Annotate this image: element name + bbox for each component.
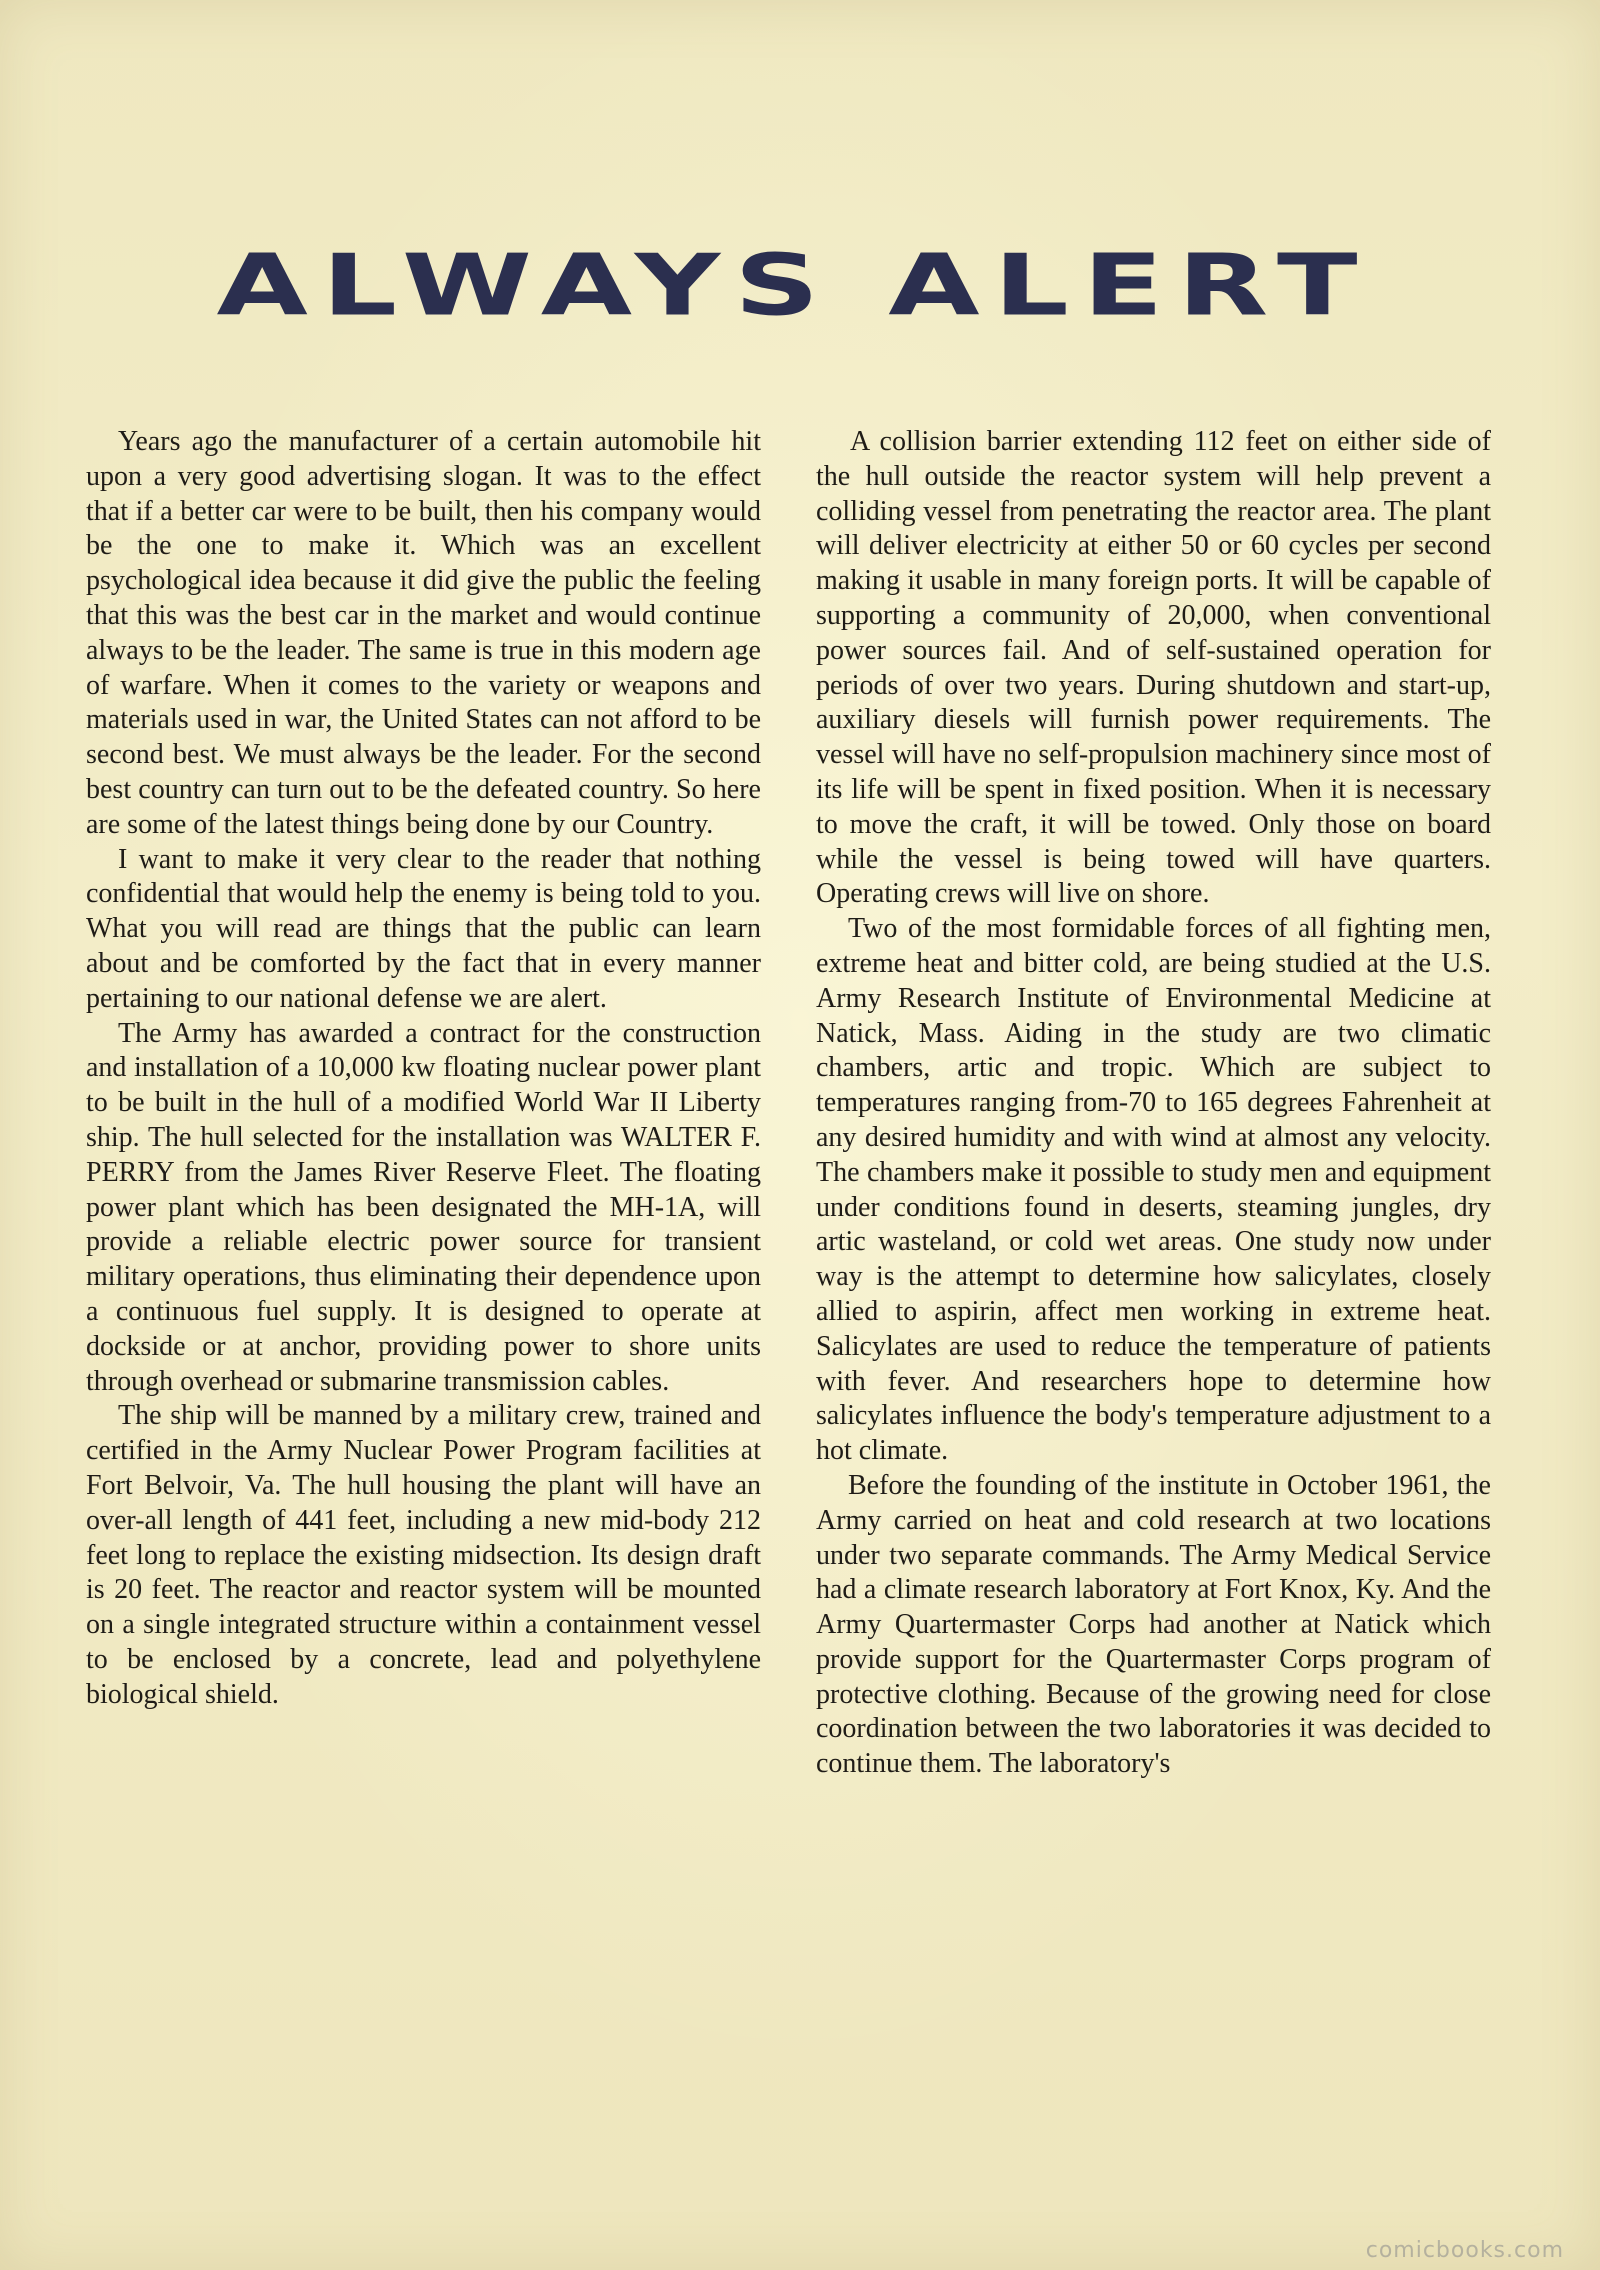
paragraph: The Army has awarded a contract for the construction and installation of a 10,000 kw floating nuclear power plant to be built in the hull of a modified World War II Liberty ship. The hull selected for the installation was WALTER F. PERRY from the James River Reserve Fleet. The floating power plant which has been designated the MH-1A, will provide a reliable electric power source for transient military operations, thus eliminating their dependence upon a continuous fuel supply. It is designed to operate at dockside or at anchor, providing power to shore units through overhead or submarine transmission cables.: [86, 1017, 761, 1397]
paragraph: The ship will be manned by a military crew, trained and certified in the Army Nuclear Power Program facilities at Fort Belvoir, Va. The hull housing the plant will have an over-all length of 441 feet, including a new mid-body 212 feet long to replace the existing midsection. Its design draft is 20 feet. The reactor and reactor system will be mounted on a single integrated structure within a containment vessel to be enclosed by a concrete, lead and polyethylene biological shield.: [86, 1400, 761, 1710]
paragraph: A collision barrier extending 112 feet on either side of the hull outside the reactor system will help prevent a colliding vessel from penetrating the reactor area. The plant will deliver electricity at either 50 or 60 cycles per second making it usable in many foreign ports. It will be capable of supporting a community of 20,000, when conventional power sources fail. And of self-sustained operation for periods of over two years. During shutdown and start-up, auxiliary diesels will furnish power requirements. The vessel will have no self-propulsion machinery since most of its life will be spent in fixed position. When it is necessary to move the craft, it will be towed. Only those on board while the vessel is being towed will have quarters. Operating crews will live on shore.: [816, 426, 1491, 910]
watermark: comicbooks.com: [1365, 2238, 1564, 2263]
paragraph: Two of the most formidable forces of all fighting men, extreme heat and bitter cold, are being studied at the U.S. Army Research Institute of Environmental Medicine at Natick, Mass. Aiding in the study are two climatic chambers, artic and tropic. Which are subject to temperatures ranging from-70 to 165 degrees Fahrenheit at any desired humidity and with wind at almost any velocity. The chambers make it possible to study men and equipment under conditions found in deserts, steaming jungles, dry artic wasteland, or cold wet areas. One study now under way is the attempt to determine how salicylates, closely allied to aspirin, affect men working in extreme heat. Salicylates are used to reduce the temperature of patients with fever. And researchers hope to determine how salicylates influence the body's temperature adjustment to a hot climate.: [816, 913, 1491, 1467]
article-title: ALWAYS ALERT: [216, 235, 1372, 335]
paragraph: Before the founding of the institute in October 1961, the Army carried on heat and cold research at two locations under two separate commands. The Army Medical Service had a climate research laboratory at Fort Knox, Ky. And the Army Quartermaster Corps had another at Natick which provide support for the Quartermaster Corps program of protective clothing. Because of the growing need for close coordination between the two laboratories it was decided to continue them. The laboratory's: [816, 1469, 1491, 1780]
right-column: [816, 425, 1491, 2065]
article-body: [86, 425, 1491, 2065]
paragraph: I want to make it very clear to the reader that nothing confidential that would help the enemy is being told to you. What you will read are things that the public can learn about and be comforted by the fact that in every manner pertaining to our national defense we are alert.: [86, 843, 761, 1014]
paragraph: Years ago the manufacturer of a certain automobile hit upon a very good advertising slogan. It was to the effect that if a better car were to be built, then his company would be the one to make it. Which was an excellent psychological idea because it did give the public the feeling that this was the best car in the market and would continue always to be the leader. The same is true in this modern age of warfare. When it comes to the variety or weapons and materials used in war, the United States can not afford to be second best. We must always be the leader. For the second best country can turn out to be the defeated country. So here are some of the latest things being done by our Country.: [86, 426, 761, 840]
left-column: [86, 425, 761, 2065]
